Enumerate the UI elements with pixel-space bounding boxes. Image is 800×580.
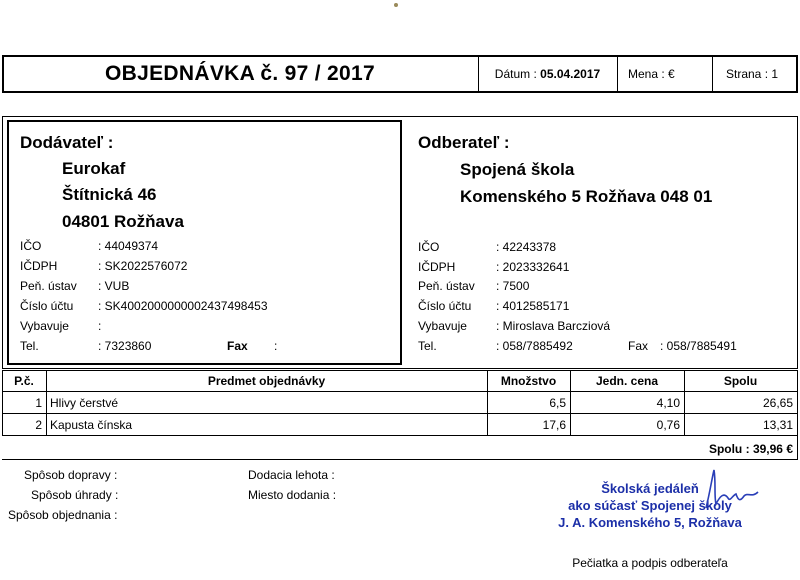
th-item: Predmet objednávky	[207, 374, 326, 388]
header-divider-3	[712, 56, 713, 92]
customer-label-ico: IČO	[418, 240, 440, 254]
strana-label: Strana :	[726, 67, 769, 81]
supplier-label-ico: IČO	[20, 239, 42, 253]
customer-label-account: Číslo účtu	[418, 299, 472, 313]
supplier-label-icdph: IČDPH	[20, 259, 58, 273]
supplier-heading: Dodávateľ :	[20, 133, 114, 152]
table-header-line	[2, 391, 798, 392]
datum-value: 05.04.2017	[540, 67, 601, 81]
strana-field	[726, 67, 796, 81]
supplier-label-vybavuje: Vybavuje	[20, 319, 69, 333]
supplier-fax-label: Fax	[227, 339, 248, 353]
table-row-2-price: 0,76	[656, 418, 680, 432]
table-row-2-pc: 2	[35, 418, 42, 432]
sum-label: Spolu :	[708, 442, 750, 456]
signature-caption: Pečiatka a podpis odberateľa	[572, 556, 728, 570]
strana-value: 1	[771, 67, 779, 81]
lehota-label: Dodacia lehota :	[248, 468, 335, 482]
signature-mark	[700, 462, 770, 512]
datum-field	[478, 67, 617, 81]
customer-fax-value: : 058/7885491	[660, 339, 737, 353]
table-sum-line	[2, 459, 798, 460]
customer-value-tel: : 058/7885492	[496, 339, 573, 353]
customer-value-bank: : 7500	[496, 279, 530, 293]
table-top-line	[2, 370, 798, 371]
customer-name: Spojená škola	[460, 160, 575, 179]
objednania-label: Spôsob objednania :	[8, 508, 118, 522]
supplier-name: Eurokaf	[62, 159, 126, 178]
customer-fax-label: Fax	[628, 339, 649, 353]
supplier-label-tel: Tel.	[20, 339, 39, 353]
customer-label-bank: Peň. ústav	[418, 279, 475, 293]
datum-label: Dátum :	[494, 67, 537, 81]
customer-heading: Odberateľ :	[418, 133, 510, 152]
mena-label: Mena :	[628, 67, 665, 81]
table-row-2-item: Kapusta čínska	[50, 418, 133, 432]
supplier-label-bank: Peň. ústav	[20, 279, 77, 293]
supplier-city: 04801 Rožňava	[62, 212, 184, 231]
customer-label-tel: Tel.	[418, 339, 437, 353]
table-row-1-item: Hlivy čerstvé	[50, 396, 119, 410]
doprava-label: Spôsob dopravy :	[24, 468, 118, 482]
stamp-line-2: ako súčasť Spojenej školy	[568, 498, 732, 513]
supplier-value-ico: : 44049374	[98, 239, 159, 253]
supplier-street: Štítnická 46	[62, 185, 157, 204]
stamp-line-1: Školská jedáleň	[601, 481, 699, 496]
miesto-label: Miesto dodania :	[248, 488, 337, 502]
customer-label-vybavuje: Vybavuje	[418, 319, 467, 333]
table-row-1-price: 4,10	[656, 396, 680, 410]
table-row-1-qty: 6,5	[549, 396, 566, 410]
table-row1-line	[2, 413, 798, 414]
stamp-line-3: J. A. Komenského 5, Rožňava	[558, 515, 742, 530]
table-row-1-total: 26,65	[762, 396, 793, 410]
supplier-value-account: : SK4002000000002437498453	[98, 299, 268, 313]
customer-value-ico: : 42243378	[496, 240, 557, 254]
uhrady-label: Spôsob úhrady :	[31, 488, 119, 502]
scan-dot	[394, 3, 398, 7]
mena-field	[628, 67, 712, 81]
page-title: OBJEDNÁVKA č. 97 / 2017	[105, 62, 375, 85]
th-pc: P.č.	[14, 374, 34, 388]
customer-label-icdph: IČDPH	[418, 260, 456, 274]
table-row2-line	[2, 435, 798, 436]
table-sum	[600, 442, 793, 456]
table-right-border	[797, 370, 798, 459]
table-row-1-pc: 1	[35, 396, 42, 410]
mena-value: €	[668, 67, 675, 81]
customer-value-vybavuje: : Miroslava Barcziová	[496, 319, 611, 333]
table-row-2-total: 13,31	[762, 418, 793, 432]
customer-value-icdph: : 2023332641	[496, 260, 570, 274]
header-divider-2	[617, 56, 618, 92]
sum-value: 39,96 €	[752, 442, 793, 456]
customer-address: Komenského 5 Rožňava 048 01	[460, 187, 713, 206]
supplier-value-icdph: : SK2022576072	[98, 259, 188, 273]
supplier-value-vybavuje: :	[98, 319, 102, 333]
supplier-value-tel: : 7323860	[98, 339, 152, 353]
supplier-fax-value: :	[274, 339, 278, 353]
table-row-2-qty: 17,6	[542, 418, 566, 432]
supplier-label-account: Číslo účtu	[20, 299, 74, 313]
supplier-value-bank: : VUB	[98, 279, 130, 293]
th-total: Spolu	[723, 374, 758, 388]
th-qty: Množstvo	[500, 374, 557, 388]
th-price: Jedn. cena	[595, 374, 659, 388]
customer-value-account: : 4012585171	[496, 299, 570, 313]
